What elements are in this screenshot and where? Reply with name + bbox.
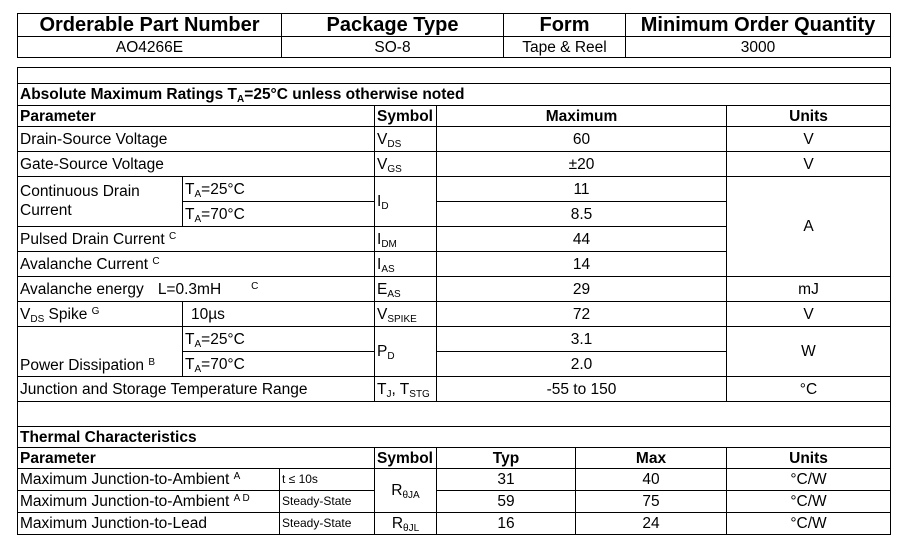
abs-max-title-row bbox=[18, 84, 891, 106]
symbol: $R_{\theta JA}$ bbox=[375, 469, 437, 513]
thermal-title: Thermal Characteristics bbox=[18, 427, 891, 448]
col-units: Units bbox=[727, 106, 891, 127]
row-continuous-drain-current-25 bbox=[18, 177, 891, 202]
symbol: $P_D$ bbox=[375, 327, 437, 377]
param: Gate-Source Voltage bbox=[18, 152, 375, 177]
row-junction-storage-temp bbox=[18, 377, 891, 402]
param: $V_{DS}$ Spike $^G$ bbox=[18, 302, 183, 327]
symbol: $V_{DS}$ bbox=[375, 127, 437, 152]
param: Continuous Drain Current bbox=[18, 177, 183, 227]
absolute-max-ratings-table bbox=[17, 67, 891, 427]
unit: °C/W bbox=[727, 469, 891, 491]
col-symbol: Symbol bbox=[375, 106, 437, 127]
ordering-data-row bbox=[18, 37, 891, 58]
thermal-characteristics-table bbox=[17, 426, 891, 535]
row-junction-ambient-steady bbox=[18, 491, 891, 513]
header-min-order-qty: Minimum Order Quantity bbox=[626, 14, 891, 37]
unit: A bbox=[727, 177, 891, 277]
datasheet-page bbox=[17, 13, 890, 535]
abs-max-header-row bbox=[18, 106, 891, 127]
symbol: $I_D$ bbox=[375, 177, 437, 227]
max-value: 24 bbox=[576, 513, 727, 535]
unit: V bbox=[727, 302, 891, 327]
row-drain-source-voltage bbox=[18, 127, 891, 152]
condition: $T_A=70^\circ C$ bbox=[183, 352, 375, 377]
col-units: Units bbox=[727, 448, 891, 469]
unit: mJ bbox=[727, 277, 891, 302]
max-value: 3.1 bbox=[437, 327, 727, 352]
param: Maximum Junction-to-Lead bbox=[18, 513, 280, 535]
col-parameter: Parameter bbox=[18, 106, 375, 127]
thermal-header-row bbox=[18, 448, 891, 469]
header-package-type: Package Type bbox=[282, 14, 504, 37]
condition: 10µs bbox=[183, 302, 375, 327]
header-form: Form bbox=[504, 14, 626, 37]
max-value: 40 bbox=[576, 469, 727, 491]
max-value: 2.0 bbox=[437, 352, 727, 377]
col-parameter: Parameter bbox=[18, 448, 375, 469]
max-value: 75 bbox=[576, 491, 727, 513]
condition: Steady-State bbox=[280, 491, 375, 513]
package-type: SO-8 bbox=[282, 37, 504, 58]
unit: °C/W bbox=[727, 491, 891, 513]
unit: W bbox=[727, 327, 891, 377]
thermal-title-row bbox=[18, 427, 891, 448]
param: Avalanche energy L=0.3mH $^C$ bbox=[18, 277, 375, 302]
spacer-row bbox=[18, 68, 891, 84]
typ-value: 59 bbox=[437, 491, 576, 513]
max-value: 60 bbox=[437, 127, 727, 152]
row-junction-ambient-10s bbox=[18, 469, 891, 491]
spacer-row bbox=[18, 402, 891, 427]
min-order-qty: 3000 bbox=[626, 37, 891, 58]
unit: °C bbox=[727, 377, 891, 402]
max-value: -55 to 150 bbox=[437, 377, 727, 402]
symbol: $V_{SPIKE}$ bbox=[375, 302, 437, 327]
row-gate-source-voltage bbox=[18, 152, 891, 177]
max-value: 72 bbox=[437, 302, 727, 327]
row-avalanche-energy bbox=[18, 277, 891, 302]
max-value: 44 bbox=[437, 227, 727, 252]
symbol: $V_{GS}$ bbox=[375, 152, 437, 177]
param: Maximum Junction-to-Ambient $^A$ bbox=[18, 469, 280, 491]
unit: V bbox=[727, 152, 891, 177]
max-value: ±20 bbox=[437, 152, 727, 177]
symbol: $I_{DM}$ bbox=[375, 227, 437, 252]
condition: $T_A=25^\circ C$ bbox=[183, 327, 375, 352]
condition: $T_A=70^\circ C$ bbox=[183, 202, 375, 227]
typ-value: 31 bbox=[437, 469, 576, 491]
part-number: AO4266E bbox=[18, 37, 282, 58]
symbol: $R_{\theta JL}$ bbox=[375, 513, 437, 535]
condition: t ≤ 10s bbox=[280, 469, 375, 491]
row-power-dissipation-25 bbox=[18, 327, 891, 352]
param: Pulsed Drain Current $^C$ bbox=[18, 227, 375, 252]
symbol: $I_{AS}$ bbox=[375, 252, 437, 277]
col-max: Max bbox=[576, 448, 727, 469]
param: Drain-Source Voltage bbox=[18, 127, 375, 152]
param: Avalanche Current $^C$ bbox=[18, 252, 375, 277]
header-part-number: Orderable Part Number bbox=[18, 14, 282, 37]
condition: Steady-State bbox=[280, 513, 375, 535]
col-symbol: Symbol bbox=[375, 448, 437, 469]
param: Junction and Storage Temperature Range bbox=[18, 377, 375, 402]
max-value: 11 bbox=[437, 177, 727, 202]
col-maximum: Maximum bbox=[437, 106, 727, 127]
max-value: 8.5 bbox=[437, 202, 727, 227]
symbol: $E_{AS}$ bbox=[375, 277, 437, 302]
form: Tape & Reel bbox=[504, 37, 626, 58]
max-value: 29 bbox=[437, 277, 727, 302]
param: Power Dissipation $^B$ bbox=[18, 327, 183, 377]
symbol: $T_J$, $T_{STG}$ bbox=[375, 377, 437, 402]
condition: $T_A=25^\circ C$ bbox=[183, 177, 375, 202]
ordering-table bbox=[17, 13, 891, 58]
typ-value: 16 bbox=[437, 513, 576, 535]
max-value: 14 bbox=[437, 252, 727, 277]
col-typ: Typ bbox=[437, 448, 576, 469]
unit: V bbox=[727, 127, 891, 152]
abs-max-title: Absolute Maximum Ratings $T_A=25^\circ C$ unless otherwise noted bbox=[18, 84, 891, 106]
ordering-header-row bbox=[18, 14, 891, 37]
row-junction-lead bbox=[18, 513, 891, 535]
param: Maximum Junction-to-Ambient $^{A D}$ bbox=[18, 491, 280, 513]
row-vds-spike bbox=[18, 302, 891, 327]
unit: °C/W bbox=[727, 513, 891, 535]
